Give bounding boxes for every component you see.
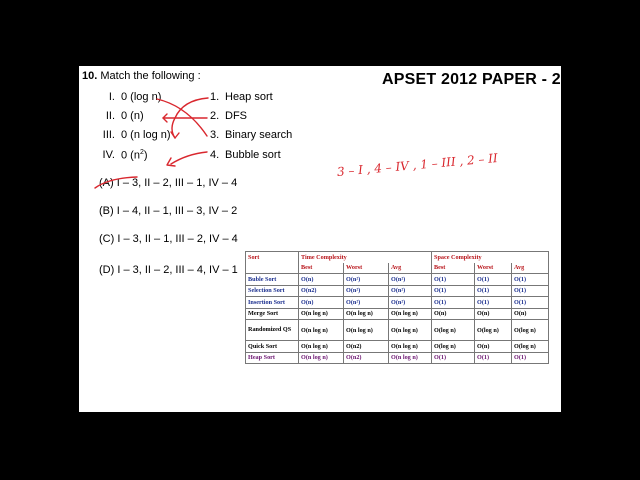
- complexity-cell: O(1): [475, 285, 512, 297]
- complexity-cell: O(1): [512, 352, 549, 364]
- complexity-cell: O(1): [432, 297, 475, 309]
- right-item-text: Bubble sort: [225, 149, 281, 161]
- left-item-text: 0 (log n): [121, 91, 162, 103]
- right-item-num: 2.: [210, 110, 220, 122]
- option-label: (C): [99, 233, 115, 245]
- handwritten-answer-note: 3 – I , 4 – IV , 1 – III , 2 – II: [336, 150, 499, 179]
- right-item-text: Heap sort: [225, 91, 273, 103]
- complexity-cell: O(n²): [389, 274, 432, 286]
- complexity-cell: O(n²): [344, 274, 389, 286]
- left-item-roman: I.: [108, 91, 115, 103]
- complexity-cell: O(1): [432, 352, 475, 364]
- complexity-cell: O(log n): [432, 341, 475, 353]
- complexity-cell: O(n log n): [389, 352, 432, 364]
- right-item-text: DFS: [225, 110, 247, 122]
- header-time-avg: Avg: [389, 263, 432, 274]
- complexity-cell: O(1): [432, 285, 475, 297]
- right-item-num: 4.: [210, 149, 220, 161]
- sort-name-cell: Merge Sort: [246, 308, 299, 320]
- table-header-row: [246, 252, 549, 263]
- complexity-cell: O(n log n): [344, 320, 389, 341]
- paper-title: APSET 2012 PAPER - 2: [382, 71, 561, 88]
- match-arrow-icon: [171, 152, 207, 164]
- complexity-table-body: [246, 274, 549, 364]
- complexity-cell: O(n): [475, 308, 512, 320]
- table-subheader-row: [246, 263, 549, 274]
- complexity-cell: O(n2): [299, 285, 344, 297]
- complexity-cell: O(n²): [344, 285, 389, 297]
- complexity-cell: O(1): [512, 274, 549, 286]
- header-space-avg: Avg: [512, 263, 549, 274]
- complexity-cell: O(1): [512, 297, 549, 309]
- option-label: (B): [99, 205, 114, 217]
- table-row: [246, 274, 549, 286]
- complexity-cell: O(1): [475, 297, 512, 309]
- header-time-worst: Worst: [344, 263, 389, 274]
- complexity-cell: O(n²): [344, 297, 389, 309]
- question-prompt: Match the following :: [100, 70, 201, 82]
- complexity-cell: O(log n): [432, 320, 475, 341]
- complexity-cell: O(n log n): [299, 352, 344, 364]
- complexity-table: [245, 251, 549, 364]
- table-row: [246, 308, 549, 320]
- left-item-roman: III.: [102, 129, 115, 141]
- table-row: [246, 297, 549, 309]
- complexity-cell: O(n²): [389, 285, 432, 297]
- sort-name-cell: Quick Sort: [246, 341, 299, 353]
- complexity-cell: O(n log n): [389, 320, 432, 341]
- table-row: [246, 320, 549, 341]
- complexity-cell: O(n log n): [389, 308, 432, 320]
- header-time-best: Best: [299, 263, 344, 274]
- header-space-best: Best: [432, 263, 475, 274]
- option-label: (D): [99, 264, 115, 276]
- left-item-text: 0 $(n^2)$: [121, 149, 148, 162]
- complexity-cell: O(n log n): [344, 308, 389, 320]
- header-time-complexity: Time Complexity: [299, 252, 432, 263]
- complexity-cell: O(n): [432, 308, 475, 320]
- complexity-cell: O(1): [512, 285, 549, 297]
- complexity-cell: O(n2): [344, 352, 389, 364]
- option-label: (A): [99, 177, 114, 189]
- sort-name-cell: Insertion Sort: [246, 297, 299, 309]
- complexity-cell: O(n log n): [389, 341, 432, 353]
- complexity-cell: O(log n): [512, 320, 549, 341]
- arrow-head-icon: [171, 132, 179, 138]
- question-number: 10.: [82, 70, 98, 82]
- header-space-complexity: Space Complexity: [432, 252, 549, 263]
- option-text: I – 3, II – 2, III – 1, IV – 4: [116, 177, 238, 189]
- option-text: I – 3, II – 2, III – 4, IV – 1: [117, 264, 238, 276]
- header-space-worst: Worst: [475, 263, 512, 274]
- complexity-cell: O(n): [512, 308, 549, 320]
- complexity-cell: O(n log n): [299, 308, 344, 320]
- left-item-text: 0 (n): [121, 110, 144, 122]
- complexity-cell: O(1): [475, 274, 512, 286]
- complexity-cell: O(1): [432, 274, 475, 286]
- sort-name-cell: Buble Sort: [246, 274, 299, 286]
- sort-name-cell: Randomized QS: [246, 320, 299, 341]
- table-row: [246, 341, 549, 353]
- right-item-num: 3.: [210, 129, 220, 141]
- tick-mark-icon: [95, 177, 137, 188]
- sort-name-cell: Heap Sort: [246, 352, 299, 364]
- left-item-roman: IV.: [102, 149, 115, 161]
- complexity-cell: O(n log n): [299, 341, 344, 353]
- complexity-cell: O(n): [475, 341, 512, 353]
- table-row: [246, 352, 549, 364]
- right-item-text: Binary search: [225, 129, 293, 141]
- complexity-cell: O(n log n): [299, 320, 344, 341]
- complexity-cell: O(n): [299, 297, 344, 309]
- sort-name-cell: Selection Sort: [246, 285, 299, 297]
- slide: [79, 66, 561, 412]
- header-spacer: [246, 263, 299, 274]
- left-item-roman: II.: [105, 110, 115, 122]
- option-text: I – 4, II – 1, III – 3, IV – 2: [116, 205, 238, 217]
- header-sort: Sort: [246, 252, 299, 263]
- complexity-cell: O(n²): [389, 297, 432, 309]
- right-item-num: 1.: [210, 91, 220, 103]
- complexity-cell: O(log n): [512, 341, 549, 353]
- complexity-cell: O(n): [299, 274, 344, 286]
- complexity-cell: O(log n): [475, 320, 512, 341]
- complexity-cell: O(1): [475, 352, 512, 364]
- option-text: I – 3, II – 1, III – 2, IV – 4: [117, 233, 238, 245]
- left-item-text: 0 (n log n): [121, 129, 171, 141]
- table-row: [246, 285, 549, 297]
- complexity-cell: O(n2): [344, 341, 389, 353]
